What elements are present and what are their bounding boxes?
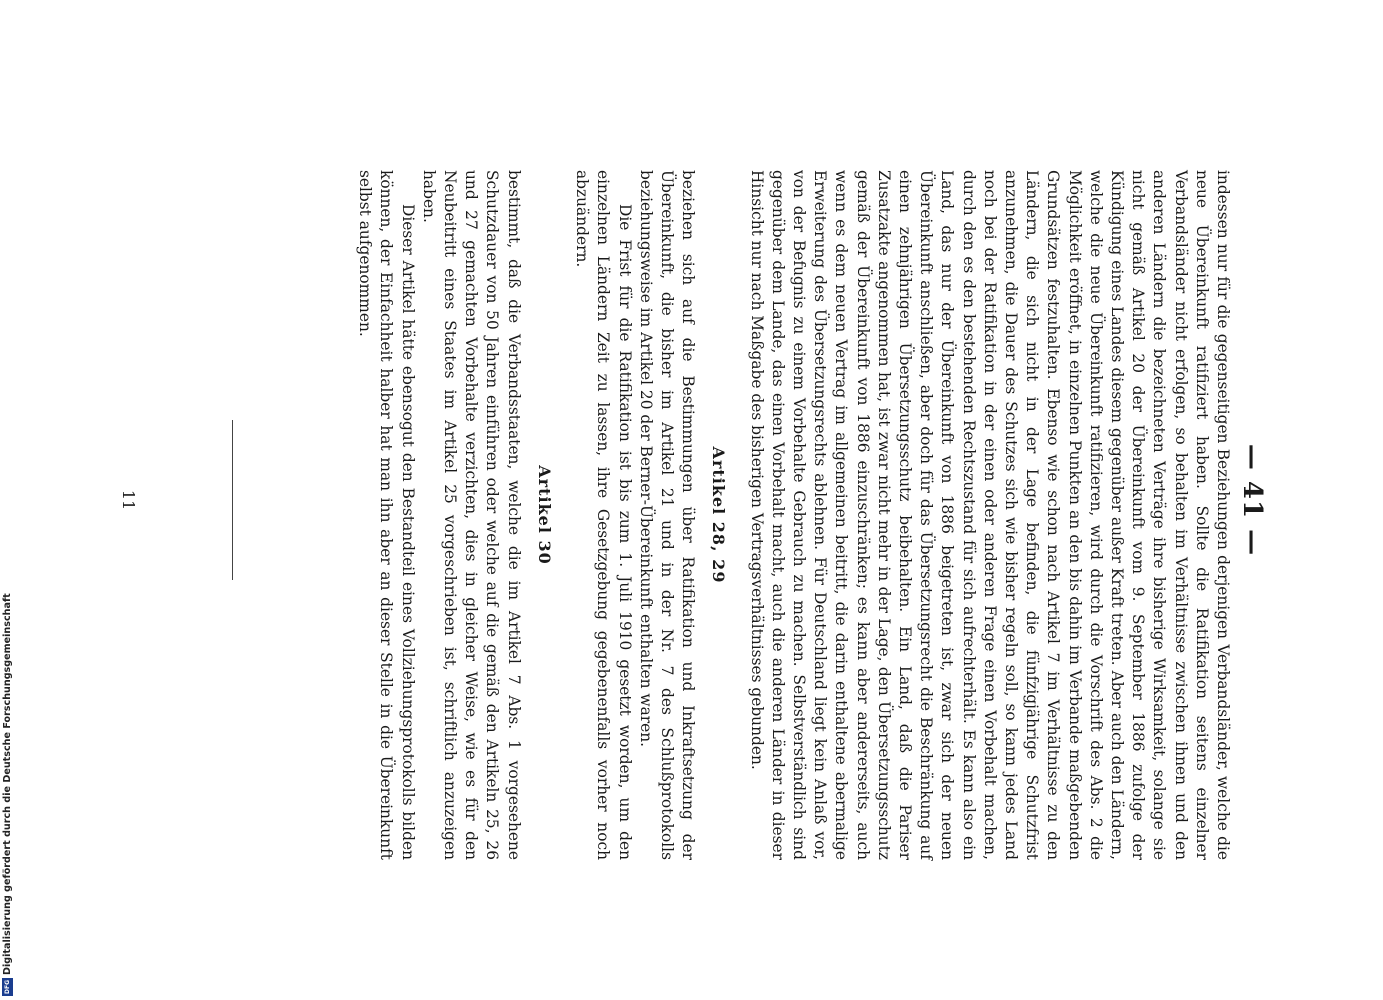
paragraph-5: Dieser Artikel hätte ebensogut den Bestandteil eines Vollziehungsprotokolls bilden können, der Einfachheit halber hat man ihn aber an dieser Stelle in die Übereinkunft selbst aufgenommen.: [356, 170, 417, 860]
heading-artikel-28-29: Artikel 28, 29: [709, 446, 729, 584]
paragraph-4: bestimmt, daß die Verbandsstaaten, welche die im Artikel 7 Abs. 1 vorgesehene Schutzdauer von 50 Jahren einführen oder welche auf die gemäß den Artikeln 25, 26 und 27 gemachten Vorbehalte verzichten, dies in gleicher Weise, wie es für den Neubeitritt eines Staates im Artikel 25 vorgeschrieben ist, schriftlich anzuzeigen haben.: [419, 170, 523, 860]
page-number: — 41 —: [1237, 443, 1267, 557]
sheet-number: 11: [119, 489, 138, 511]
dfg-logo-icon: DFG: [4, 979, 11, 994]
digitization-note: Digitalisierung gefördert durch die Deutsche Forschungsgemeinschaft: [2, 593, 13, 975]
paragraph-2: beziehen sich auf die Bestimmungen über Ratifikation und Inkraftsetzung der Übereinkunft, die bisher im Artikel 21 und in der Nr. 7 des Schlußprotokolls beziehungsweise im Artikel 20 der Berner-Übereinkunft enthalten waren.: [636, 170, 698, 860]
paragraph-3: Die Frist für die Ratifikation ist bis zum 1. Juli 1910 gesetzt worden, um den einzelnen Ländern Zeit zu lassen, ihre Gesetzgebung gegebenenfalls vorher noch abzuändern.: [573, 170, 634, 860]
paragraph-1: indessen nur für die gegenseitigen Beziehungen derjenigen Verbandsländer, welche die neue Übereinkunft ratifiziert haben. Sollte die Ratifikation seitens einzelner Verbandsländer nicht erfolgen, so behalten im Verhältnisse zwischen ihnen und den anderen Ländern die bezeichneten Verträge ihre bisherige Wirksamkeit, solange sie nicht gemäß Artikel 20 der Übereinkunft vom 9. September 1886 zufolge der Kündigung eines Landes diesem gegenüber außer Kraft treten. Aber auch den Ländern, welche die neue Übereinkunft ratifizieren, wird durch die Vorschrift des Abs. 2 die Möglichkeit eröffnet, in einzelnen Punkten an den bis dahin im Verbande maßgebenden Grundsätzen festzuhalten. Ebenso wie schon nach Artikel 7 im Verhältnisse zu den Ländern, die sich nicht in der Lage befinden, die fünfzigjährige Schutzfrist anzunehmen, die Dauer des Schutzes sich wie bisher regeln soll, so kann jedes Land noch bei der Ratifikation in der einen oder anderen Frage einen Vorbehalt machen, durch den es den bestehenden Rechtszustand für sich aufrechterhält. Es kann also ein Land, das nur der Übereinkunft von 1886 beigetreten ist, zwar sich der neuen Übereinkunft anschließen, aber doch für das Übersetzungsrecht die Beschränkung auf einen zehnjährigen Übersetzungsschutz beibehalten. Ein Land, daß die Pariser Zusatzakte angenommen hat, ist zwar nicht mehr in der Lage, den Übersetzungsschutz gemäß der Übereinkunft von 1886 einzuschränken; es kann aber andererseits, auch wenn es dem neuen Vertrag im allgemeinen beitritt, die darin enthaltene abermalige Erweiterung des Übersetzungsrechts ablehnen. Für Deutschland liegt kein Anlaß vor, von der Befugnis zu einem Vorbehalte Gebrauch zu machen. Selbstverständlich sind gegenüber dem Lande, das einen Vorbehalt macht, auch die anderen Länder in dieser Hinsicht nur nach Maßgabe des bisherigen Vertragsverhältnisses gebunden.: [747, 170, 1232, 860]
document-body: [354, 170, 1233, 860]
heading-artikel-30: Artikel 30: [534, 465, 554, 565]
separator-rule: [232, 420, 233, 580]
